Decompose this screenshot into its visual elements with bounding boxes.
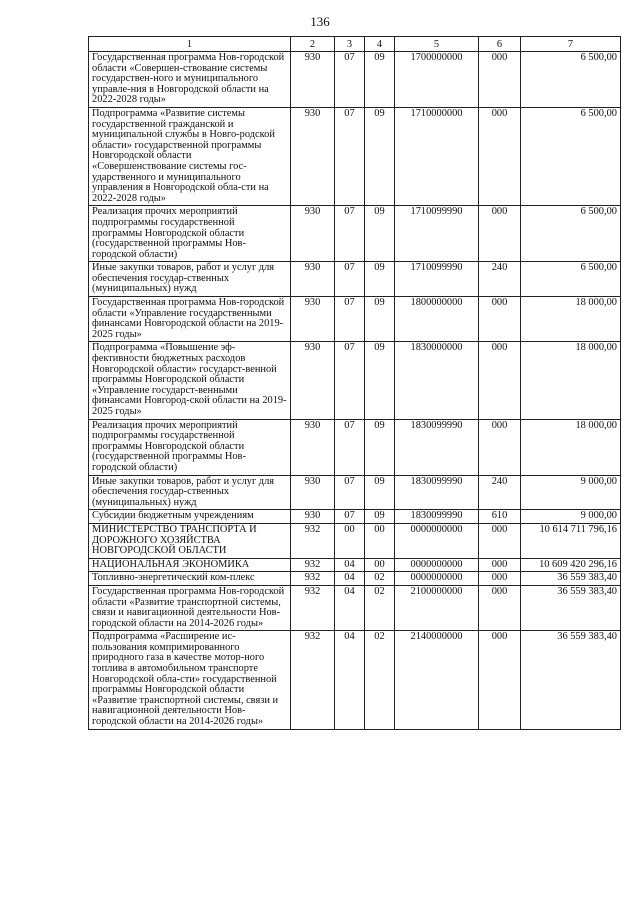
cell-subsection: 09 <box>365 262 395 297</box>
table-row <box>89 475 621 510</box>
cell-amount: 18 000,00 <box>521 297 621 342</box>
column-header: 5 <box>395 37 479 52</box>
cell-name: Государственная программа Нов-городской области «Совершен-ствование системы государствен-ного и муниципального управле-ния в Новгородской области на 2022-2028 годы» <box>89 52 291 108</box>
cell-expense-type: 240 <box>479 262 521 297</box>
cell-section: 07 <box>335 297 365 342</box>
cell-admin-code: 932 <box>291 558 335 572</box>
cell-amount: 10 614 711 796,16 <box>521 523 621 558</box>
column-header: 4 <box>365 37 395 52</box>
cell-admin-code: 930 <box>291 510 335 524</box>
cell-target-article: 1830099990 <box>395 419 479 475</box>
table-row <box>89 585 621 630</box>
table-row <box>89 107 621 205</box>
cell-admin-code: 930 <box>291 297 335 342</box>
table-row <box>89 572 621 586</box>
cell-admin-code: 930 <box>291 475 335 510</box>
cell-section: 04 <box>335 585 365 630</box>
column-header: 1 <box>89 37 291 52</box>
cell-subsection: 02 <box>365 631 395 729</box>
cell-amount: 6 500,00 <box>521 52 621 108</box>
cell-name: Реализация прочих мероприятий подпрограммы государственной программы Новгородской области (государственной программы Нов-городской области) <box>89 419 291 475</box>
cell-subsection: 02 <box>365 585 395 630</box>
cell-expense-type: 000 <box>479 297 521 342</box>
cell-admin-code: 930 <box>291 52 335 108</box>
cell-admin-code: 930 <box>291 342 335 419</box>
cell-subsection: 09 <box>365 510 395 524</box>
cell-expense-type: 000 <box>479 558 521 572</box>
cell-target-article: 0000000000 <box>395 572 479 586</box>
cell-name: Подпрограмма «Повышение эф-фективности бюджетных расходов Новгородской области» государст-венной программы Новгородской области «Управление государст-венными финансами Новгород-ской области на 2019-2025 годы» <box>89 342 291 419</box>
table-header-row <box>89 37 621 52</box>
cell-amount: 6 500,00 <box>521 262 621 297</box>
cell-amount: 6 500,00 <box>521 206 621 262</box>
column-header: 2 <box>291 37 335 52</box>
table-body <box>89 52 621 730</box>
cell-amount: 36 559 383,40 <box>521 585 621 630</box>
cell-subsection: 09 <box>365 297 395 342</box>
cell-expense-type: 240 <box>479 475 521 510</box>
cell-section: 07 <box>335 52 365 108</box>
cell-section: 07 <box>335 510 365 524</box>
cell-subsection: 02 <box>365 572 395 586</box>
table-row <box>89 297 621 342</box>
cell-section: 04 <box>335 558 365 572</box>
cell-amount: 36 559 383,40 <box>521 572 621 586</box>
cell-name: Подпрограмма «Развитие системы государственной гражданской и муниципальной службы в Новго-родской области» государственной программы Новгородской области «Совершенствование системы гос-ударственного и муниципального управления в Новгородской обла-сти на 2022-2028 годы» <box>89 107 291 205</box>
cell-admin-code: 930 <box>291 107 335 205</box>
cell-target-article: 2100000000 <box>395 585 479 630</box>
cell-target-article: 1830099990 <box>395 475 479 510</box>
cell-admin-code: 930 <box>291 206 335 262</box>
cell-target-article: 2140000000 <box>395 631 479 729</box>
cell-subsection: 09 <box>365 419 395 475</box>
cell-section: 07 <box>335 419 365 475</box>
cell-expense-type: 000 <box>479 342 521 419</box>
cell-admin-code: 932 <box>291 523 335 558</box>
cell-amount: 9 000,00 <box>521 510 621 524</box>
budget-table <box>88 36 621 730</box>
cell-expense-type: 000 <box>479 523 521 558</box>
cell-expense-type: 000 <box>479 107 521 205</box>
table-row <box>89 631 621 729</box>
cell-target-article: 1830000000 <box>395 342 479 419</box>
cell-admin-code: 930 <box>291 262 335 297</box>
cell-expense-type: 000 <box>479 631 521 729</box>
cell-section: 00 <box>335 523 365 558</box>
cell-target-article: 0000000000 <box>395 558 479 572</box>
cell-subsection: 09 <box>365 342 395 419</box>
cell-section: 07 <box>335 262 365 297</box>
cell-expense-type: 000 <box>479 419 521 475</box>
cell-target-article: 1710099990 <box>395 206 479 262</box>
cell-expense-type: 000 <box>479 206 521 262</box>
cell-subsection: 09 <box>365 475 395 510</box>
table-row <box>89 342 621 419</box>
cell-name: МИНИСТЕРСТВО ТРАНСПОРТА И ДОРОЖНОГО ХОЗЯЙСТВА НОВГОРОДСКОЙ ОБЛАСТИ <box>89 523 291 558</box>
column-header: 6 <box>479 37 521 52</box>
cell-admin-code: 930 <box>291 419 335 475</box>
cell-amount: 18 000,00 <box>521 342 621 419</box>
cell-name: Реализация прочих мероприятий подпрограммы государственной программы Новгородской области (государственной программы Нов-городской области) <box>89 206 291 262</box>
table-row <box>89 523 621 558</box>
page-number: 136 <box>310 14 330 29</box>
cell-target-article: 1830099990 <box>395 510 479 524</box>
column-header: 3 <box>335 37 365 52</box>
cell-section: 04 <box>335 572 365 586</box>
table-row <box>89 558 621 572</box>
cell-expense-type: 610 <box>479 510 521 524</box>
table-row <box>89 262 621 297</box>
cell-target-article: 1710099990 <box>395 262 479 297</box>
cell-admin-code: 932 <box>291 585 335 630</box>
cell-admin-code: 932 <box>291 631 335 729</box>
cell-subsection: 09 <box>365 52 395 108</box>
table-row <box>89 419 621 475</box>
cell-subsection: 00 <box>365 523 395 558</box>
cell-amount: 18 000,00 <box>521 419 621 475</box>
cell-name: Иные закупки товаров, работ и услуг для обеспечения государ-ственных (муниципальных) нужд <box>89 262 291 297</box>
table-row <box>89 206 621 262</box>
cell-expense-type: 000 <box>479 572 521 586</box>
table-row <box>89 510 621 524</box>
cell-name: Субсидии бюджетным учреждениям <box>89 510 291 524</box>
cell-target-article: 0000000000 <box>395 523 479 558</box>
cell-name: Государственная программа Нов-городской области «Развитие транспортной системы, связи и навигационной деятельности Нов-городской области на 2014-2026 годы» <box>89 585 291 630</box>
cell-expense-type: 000 <box>479 585 521 630</box>
table-row <box>89 52 621 108</box>
cell-section: 07 <box>335 342 365 419</box>
cell-name: Топливно-энергетический ком-плекс <box>89 572 291 586</box>
cell-section: 07 <box>335 107 365 205</box>
cell-name: Государственная программа Нов-городской области «Управление государственными финансами Новгородской области на 2019-2025 годы» <box>89 297 291 342</box>
cell-amount: 6 500,00 <box>521 107 621 205</box>
cell-target-article: 1800000000 <box>395 297 479 342</box>
cell-section: 07 <box>335 475 365 510</box>
cell-amount: 9 000,00 <box>521 475 621 510</box>
cell-target-article: 1700000000 <box>395 52 479 108</box>
cell-subsection: 00 <box>365 558 395 572</box>
cell-name: Подпрограмма «Расширение ис-пользования компримированного природного газа в качестве мотор-ного топлива в автомобильном транспорте Новгородской обла-сти» государственной программы Новгородской области «Развитие транспортной системы, связи и навигационной деятельности Нов-городской области на 2014-2026 годы» <box>89 631 291 729</box>
cell-amount: 10 609 420 296,16 <box>521 558 621 572</box>
cell-name: НАЦИОНАЛЬНАЯ ЭКОНОМИКА <box>89 558 291 572</box>
cell-subsection: 09 <box>365 107 395 205</box>
cell-subsection: 09 <box>365 206 395 262</box>
cell-admin-code: 932 <box>291 572 335 586</box>
cell-section: 07 <box>335 206 365 262</box>
column-header: 7 <box>521 37 621 52</box>
cell-name: Иные закупки товаров, работ и услуг для обеспечения государ-ственных (муниципальных) нужд <box>89 475 291 510</box>
cell-section: 04 <box>335 631 365 729</box>
cell-amount: 36 559 383,40 <box>521 631 621 729</box>
cell-target-article: 1710000000 <box>395 107 479 205</box>
cell-expense-type: 000 <box>479 52 521 108</box>
